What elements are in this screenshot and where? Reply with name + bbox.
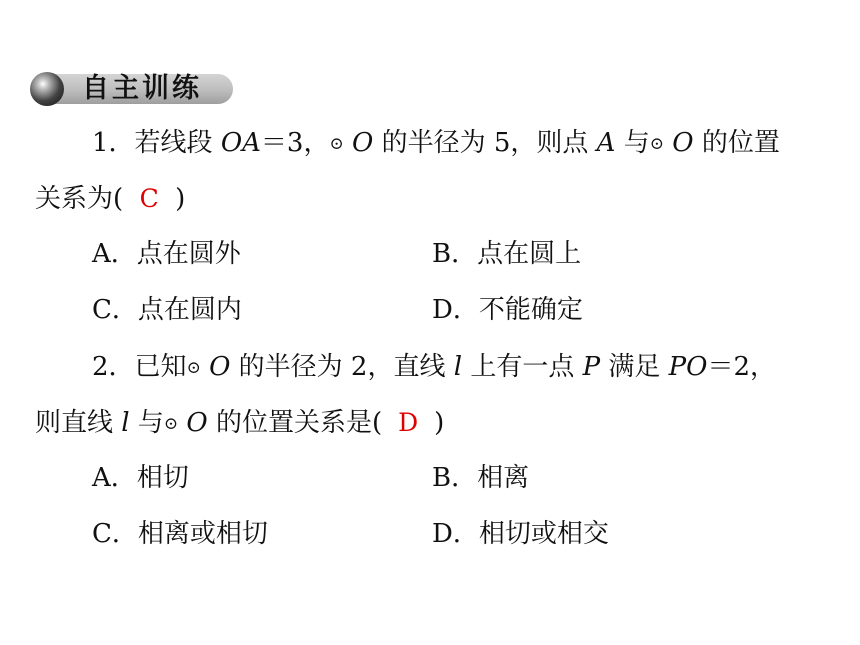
- answer-mark: C: [139, 184, 159, 213]
- answer-mark: D: [398, 408, 419, 437]
- question-1-line-1: 1．若线段 OA＝3，⊙ O 的半径为 5，则点 A 与⊙ O 的位置: [92, 128, 780, 158]
- option-a: A．点在圆外: [92, 239, 241, 269]
- option-d: D．相切或相交: [432, 519, 609, 549]
- option-d: D．不能确定: [432, 295, 583, 325]
- section-header: [30, 72, 235, 106]
- option-c: C．相离或相切: [92, 519, 268, 549]
- section-title: 自主训练: [82, 73, 202, 104]
- option-b: B．相离: [432, 463, 530, 493]
- question-2-line-2: 则直线 l 与⊙ O 的位置关系是( D ): [35, 408, 445, 438]
- circle-symbol: ⊙: [186, 358, 201, 378]
- question-2-line-1: 2．已知⊙ O 的半径为 2，直线 l 上有一点 P 满足 PO＝2，: [92, 352, 777, 382]
- option-a: A．相切: [92, 463, 189, 493]
- option-c: C．点在圆内: [92, 295, 242, 325]
- circle-symbol: ⊙: [649, 134, 664, 154]
- question-number: 2．: [92, 352, 135, 382]
- circle-symbol: ⊙: [163, 414, 179, 434]
- question-1-line-2: 关系为( C ): [35, 184, 186, 214]
- circle-symbol: ⊙: [329, 134, 344, 154]
- bullet-ball-icon: [30, 72, 64, 106]
- option-b: B．点在圆上: [432, 239, 582, 269]
- question-number: 1．: [92, 128, 135, 158]
